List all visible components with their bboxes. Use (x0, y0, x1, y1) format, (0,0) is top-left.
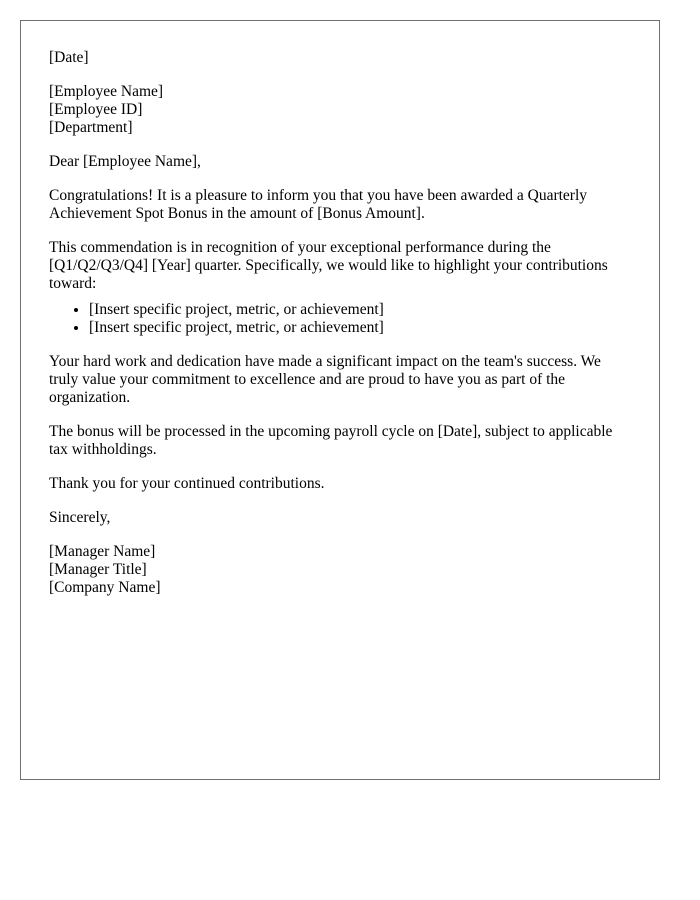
recipient-address-block (49, 83, 631, 137)
salutation: Dear [Employee Name], (49, 153, 201, 170)
manager-title: [Manager Title] (49, 561, 147, 578)
achievement-list-item: • [Insert specific project, metric, or achievement] (89, 319, 631, 337)
letter-date: [Date] (49, 49, 89, 66)
achievement-list (49, 301, 631, 337)
paragraph-appreciation: Your hard work and dedication have made a significant impact on the team's success. We truly value your commitment to excellence and are proud to have you as part of the organization. (49, 353, 601, 406)
recipient-employee-id: [Employee ID] (49, 101, 143, 118)
paragraph-award: Congratulations! It is a pleasure to inform you that you have been awarded a Quarterly Achievement Spot Bonus in the amount of [Bonus Amount]. (49, 187, 588, 222)
recipient-department: [Department] (49, 119, 133, 136)
company-name: [Company Name] (49, 579, 161, 596)
closing: Sincerely, (49, 509, 111, 526)
signature-block (49, 543, 631, 597)
paragraph-recognition: This commendation is in recognition of your exceptional performance during the [Q1/Q2/Q3/Q4] [Year] quarter. Specifically, we would like to highlight your contributions toward: (49, 239, 608, 292)
paragraph-payroll: The bonus will be processed in the upcoming payroll cycle on [Date], subject to applicable tax withholdings. (49, 423, 613, 458)
recipient-name: [Employee Name] (49, 83, 164, 100)
letter-page (20, 20, 660, 780)
manager-name: [Manager Name] (49, 543, 156, 560)
paragraph-thanks: Thank you for your continued contributions. (49, 475, 325, 492)
achievement-list-item: • [Insert specific project, metric, or achievement] (89, 301, 631, 319)
